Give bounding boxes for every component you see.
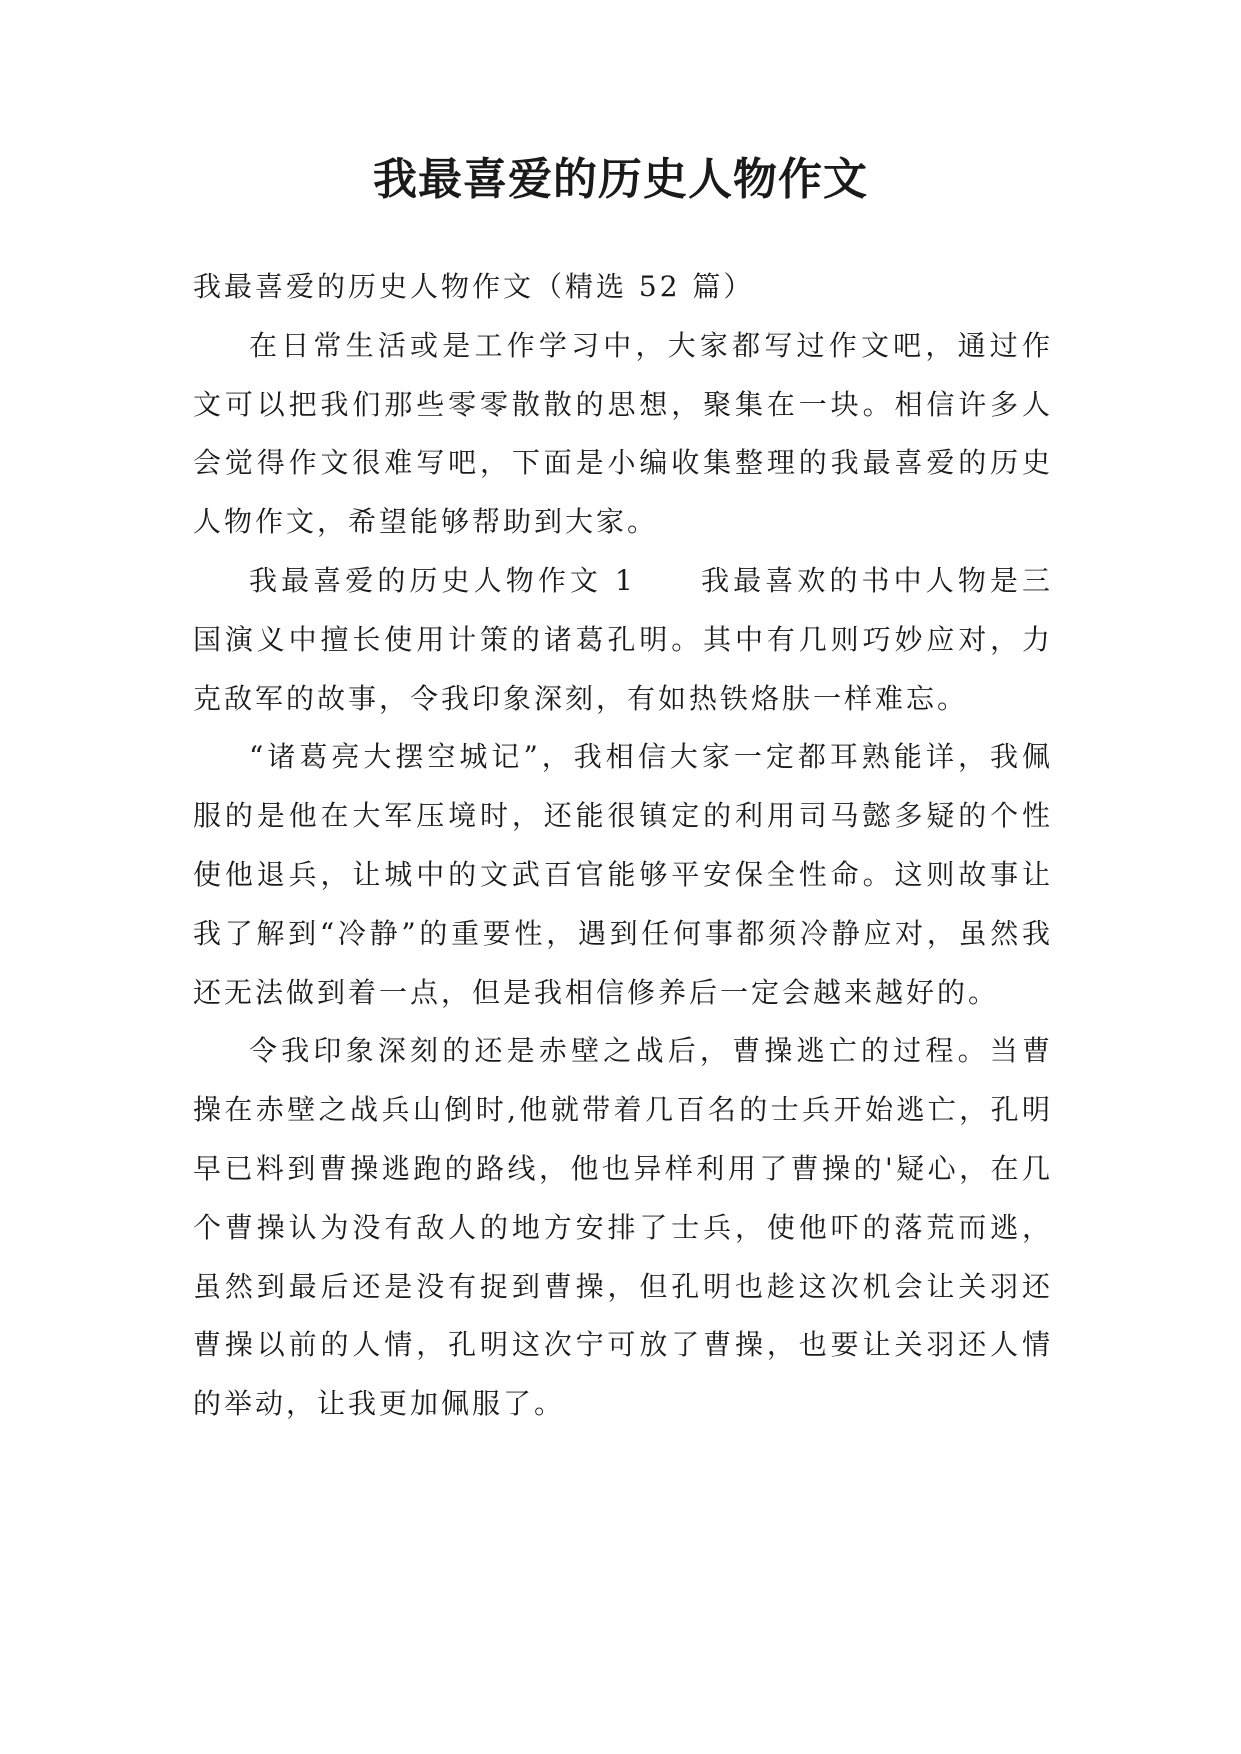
paragraph-intro: 在日常生活或是工作学习中，大家都写过作文吧，通过作文可以把我们那些零零散散的思想，聚集在一块。相信许多人会觉得作文很难写吧，下面是小编收集整理的我最喜爱的历史人物作文，希望能够帮助到大家。 xyxy=(193,328,1053,539)
paragraph-empty-city: “诸葛亮大摆空城记”，我相信大家一定都耳熟能详，我佩服的是他在大军压境时，还能很镇定的利用司马懿多疑的个性使他退兵，让城中的文武百官能够平安保全性命。这则故事让我了解到“冷静”的重要性，遇到任何事都须冷静应对，虽然我还无法做到着一点，但是我相信修养后一定会越来越好的。 xyxy=(193,740,1053,1009)
paragraph-red-cliff: 令我印象深刻的还是赤壁之战后，曹操逃亡的过程。当曹操在赤壁之战兵山倒时,他就带着几百名的士兵开始逃亡，孔明早已料到曹操逃跑的路线，他也异样利用了曹操的'疑心，在几个曹操认为没有敌人的地方安排了士兵，使他吓的落荒而逃，虽然到最后还是没有捉到曹操，但孔明也趁这次机会让关羽还曹操以前的人情，孔明这次宁可放了曹操，也要让关羽还人情的举动，让我更加佩服了。 xyxy=(193,1034,1053,1421)
document-body xyxy=(193,258,1053,1434)
document-subtitle: 我最喜爱的历史人物作文（精选 52 篇） xyxy=(193,270,755,303)
document-title: 我最喜爱的历史人物作文 xyxy=(373,154,868,205)
paragraph-essay-1-start: 我最喜爱的历史人物作文 1 我最喜欢的书中人物是三国演义中擅长使用计策的诸葛孔明。其中有几则巧妙应对，力克敌军的故事，令我印象深刻，有如热铁烙肤一样难忘。 xyxy=(193,563,1053,715)
